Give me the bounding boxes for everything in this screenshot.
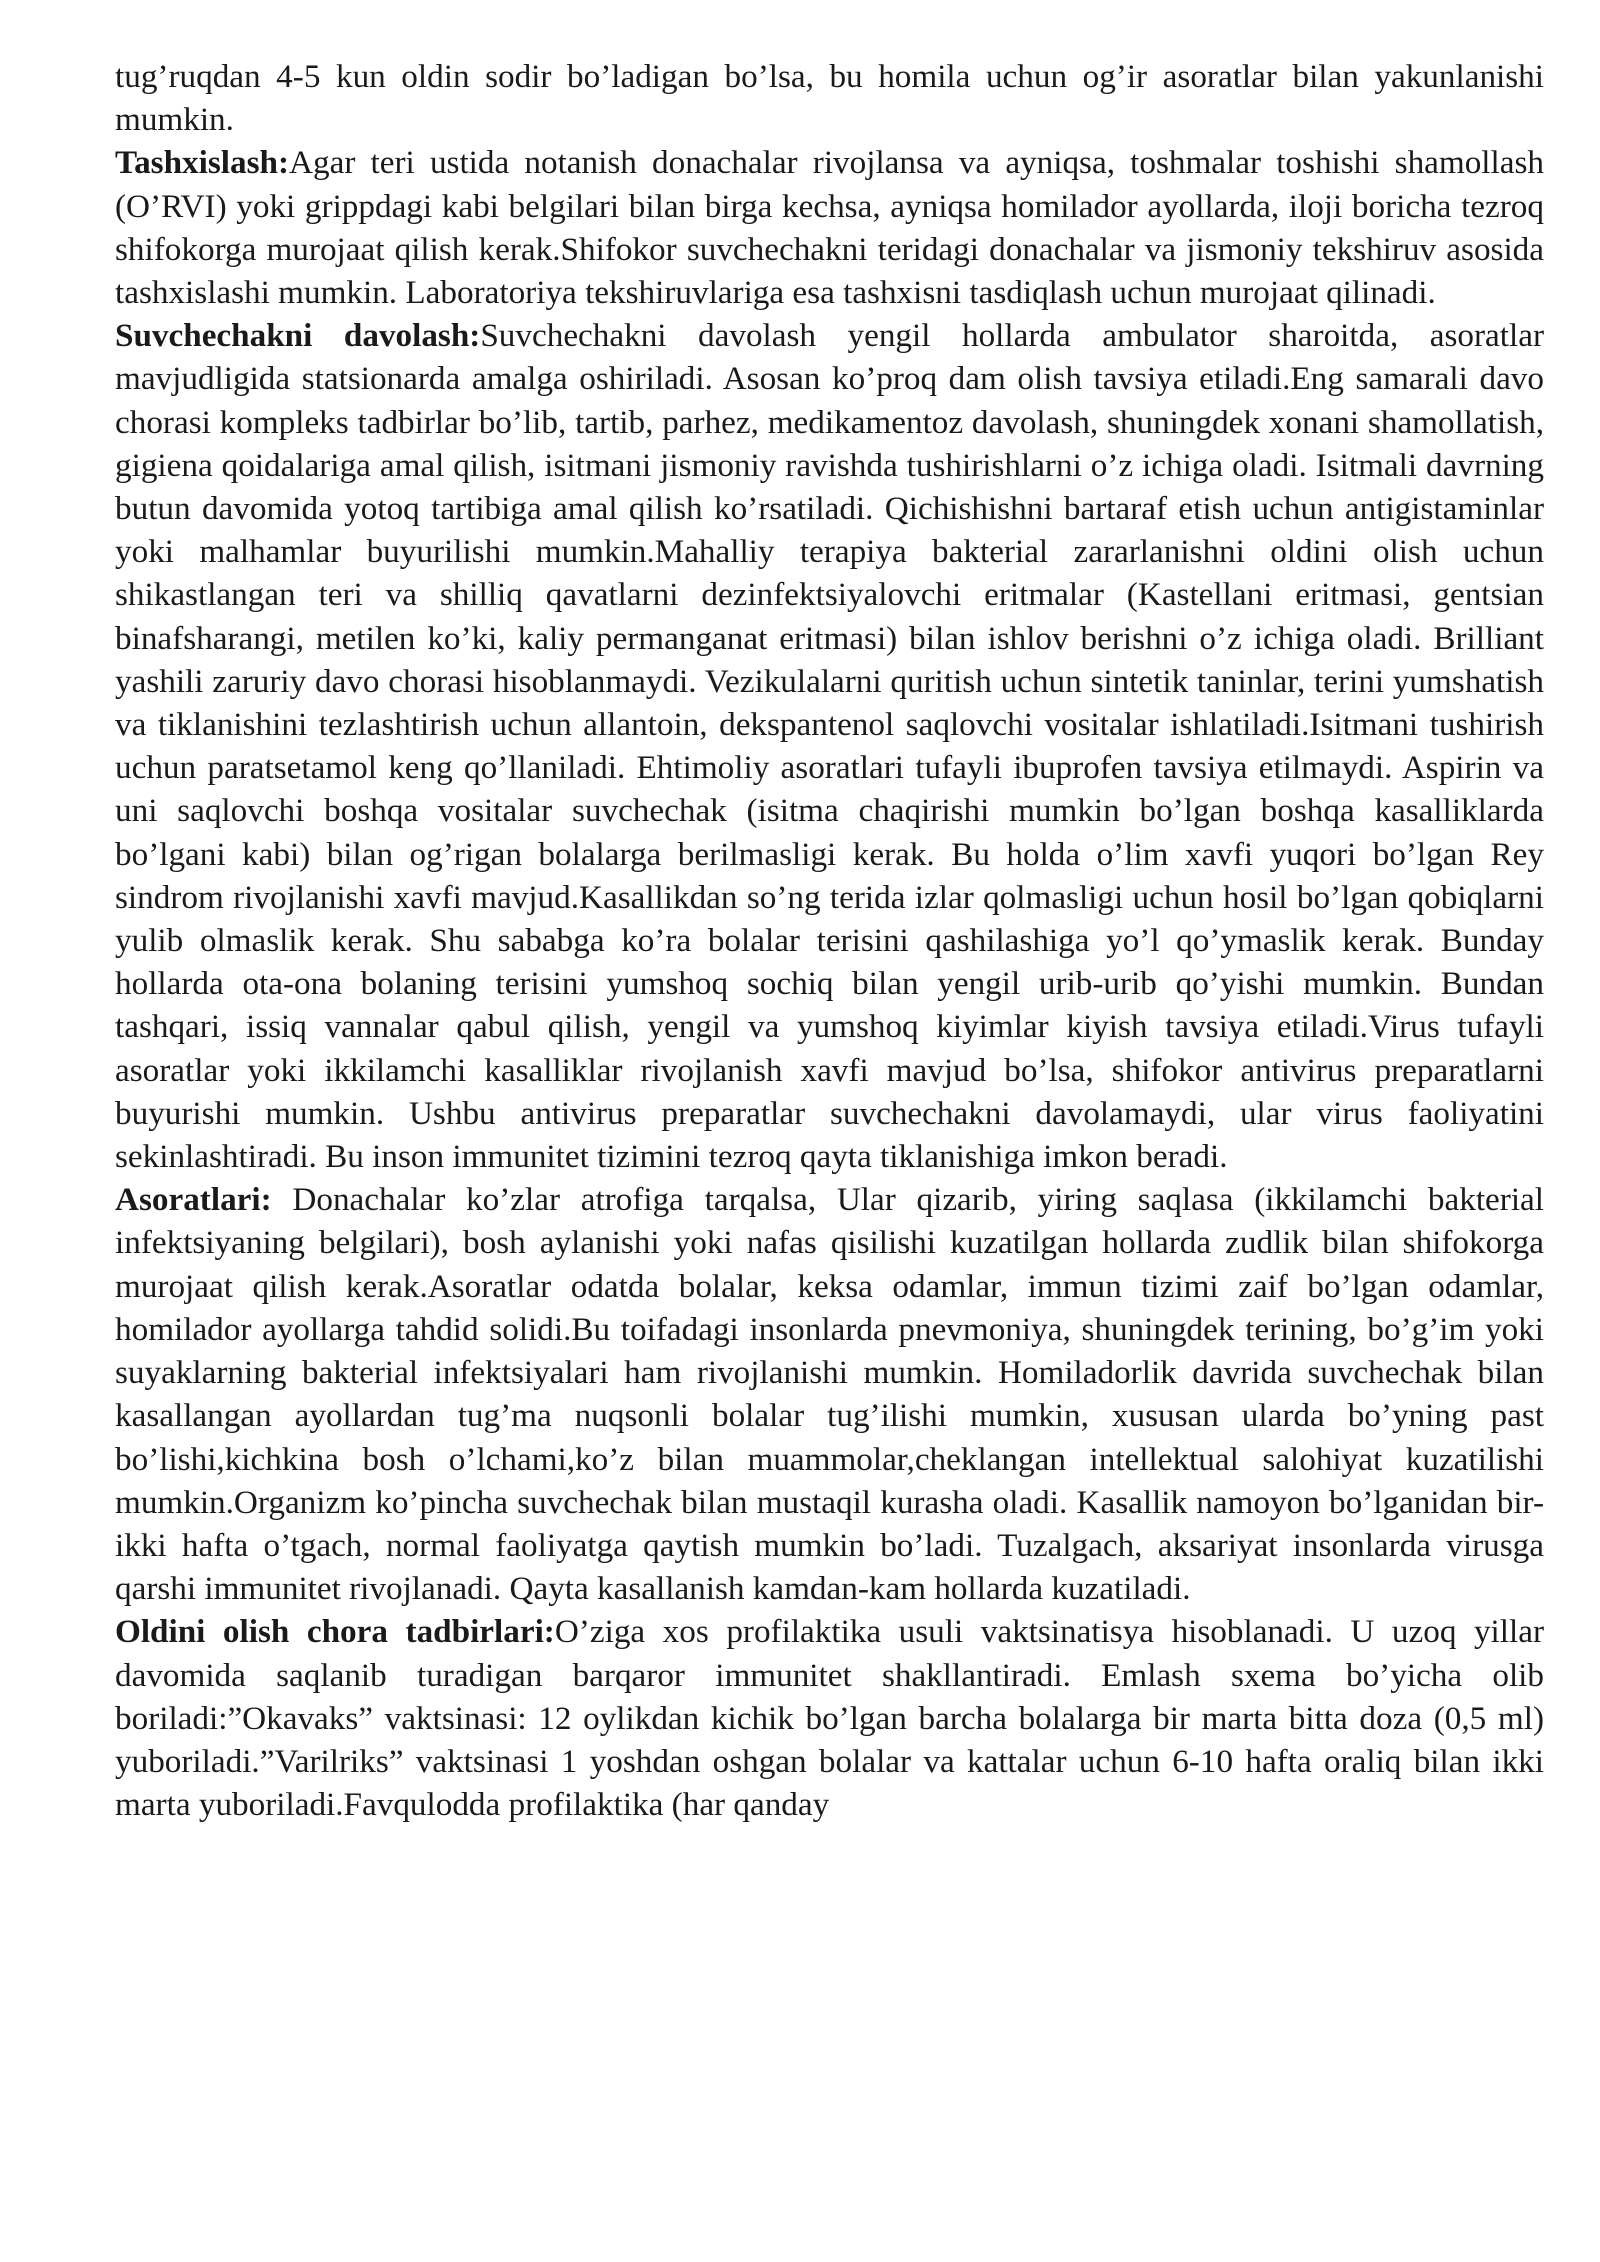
paragraph-prevention [115, 1610, 1544, 1826]
paragraph-text: O’ziga xos profilaktika usuli vaktsinatisya hisoblanadi. U uzoq yillar davomida saqlanib turadigan barqaror immunitet shakllantiradi. Emlash sxema bo’yicha olib boriladi:”Okavaks” vaktsinasi: 12 oylikdan kichik bo’lgan barcha bolalarga bir marta bitta doza (0,5 ml) yuboriladi.”Varilriks” vaktsinasi 1 yoshdan oshgan bolalar va kattalar uchun 6-10 hafta oraliq bilan ikki marta yuboriladi.Favqulodda profilaktika (har qanday [115, 1613, 1544, 1824]
paragraph-heading: Tashxislash: [115, 144, 290, 182]
paragraph-diagnosis [115, 141, 1544, 314]
paragraph-text: tug’ruqdan 4-5 kun oldin sodir bo’ladigan bo’lsa, bu homila uchun og’ir asoratlar bilan yakunlanishi mumkin. [115, 58, 1544, 139]
paragraph-complications [115, 1178, 1544, 1610]
paragraph-heading: Oldini olish chora tadbirlari: [115, 1613, 555, 1651]
paragraph-treatment [115, 314, 1544, 1178]
paragraph-text: Donachalar ko’zlar atrofiga tarqalsa, Ular qizarib, yiring saqlasa (ikkilamchi bakterial infektsiyaning belgilari), bosh aylanishi yoki nafas qisilishi kuzatilgan hollarda zudlik bilan shifokorga murojaat qilish kerak.Asoratlar odatda bolalar, keksa odamlar, immun tizimi zaif bo’lgan odamlar, homilador ayollarga tahdid solidi.Bu toifadagi insonlarda pnevmoniya, shuningdek terining, bo’g’im yoki suyaklarning bakterial infektsiyalari ham rivojlanishi mumkin. Homiladorlik davrida suvchechak bilan kasallangan ayollardan tug’ma nuqsonli bolalar tug’ilishi mumkin, xususan ularda bo’yning past bo’lishi,kichkina bosh o’lchami,ko’z bilan muammolar,cheklangan intellektual salohiyat kuzatilishi mumkin.Organizm ko’pincha suvchechak bilan mustaqil kurasha oladi. Kasallik namoyon bo’lganidan bir-ikki hafta o’tgach, normal faoliyatga qaytish mumkin bo’ladi. Tuzalgach, aksariyat insonlarda virusga qarshi immunitet rivojlanadi. Qayta kasallanish kamdan-kam hollarda kuzatiladi. [115, 1181, 1544, 1608]
paragraph-text: Agar teri ustida notanish donachalar rivojlansa va ayniqsa, toshmalar toshishi shamollash (O’RVI) yoki grippdagi kabi belgilari bilan birga kechsa, ayniqsa homilador ayollarda, iloji boricha tezroq shifokorga murojaat qilish kerak.Shifokor suvchechakni teridagi donachalar va jismoniy tekshiruv asosida tashxislashi mumkin. Laboratoriya tekshiruvlariga esa tashxisni tasdiqlash uchun murojaat qilinadi. [115, 144, 1544, 312]
paragraph-intro [115, 55, 1544, 141]
paragraph-text: Suvchechakni davolash yengil hollarda ambulator sharoitda, asoratlar mavjudligida statsionarda amalga oshiriladi. Asosan ko’proq dam olish tavsiya etiladi.Eng samarali davo chorasi kompleks tadbirlar bo’lib, tartib, parhez, medikamentoz davolash, shuningdek xonani shamollatish, gigiena qoidalariga amal qilish, isitmani jismoniy ravishda tushirishlarni o’z ichiga oladi. Isitmali davrning butun davomida yotoq tartibiga amal qilish ko’rsatiladi. Qichishishni bartaraf etish uchun antigistaminlar yoki malhamlar buyurilishi mumkin.Mahalliy terapiya bakterial zararlanishni oldini olish uchun shikastlangan teri va shilliq qavatlarni dezinfektsiyalovchi eritmalar (Kastellani eritmasi, gentsian binafsharangi, metilen ko’ki, kaliy permanganat eritmasi) bilan ishlov berishni o’z ichiga oladi. Brilliant yashili zaruriy davo chorasi hisoblanmaydi. Vezikulalarni quritish uchun sintetik taninlar, terini yumshatish va tiklanishini tezlashtirish uchun allantoin, dekspantenol saqlovchi vositalar ishlatiladi.Isitmani tushirish uchun paratsetamol keng qo’llaniladi. Ehtimoliy asoratlari tufayli ibuprofen tavsiya etilmaydi. Aspirin va uni saqlovchi boshqa vositalar suvchechak (isitma chaqirishi mumkin bo’lgan boshqa kasalliklarda bo’lgani kabi) bilan og’rigan bolalarga berilmasligi kerak. Bu holda o’lim xavfi yuqori bo’lgan Rey sindrom rivojlanishi xavfi mavjud.Kasallikdan so’ng terida izlar qolmasligi uchun hosil bo’lgan qobiqlarni yulib olmaslik kerak. Shu sababga ko’ra bolalar terisini qashilashiga yo’l qo’ymaslik kerak. Bunday hollarda ota-ona bolaning terisini yumshoq sochiq bilan yengil urib-urib qo’yishi mumkin. Bundan tashqari, issiq vannalar qabul qilish, yengil va yumshoq kiyimlar kiyish tavsiya etiladi.Virus tufayli asoratlar yoki ikkilamchi kasalliklar rivojlanish xavfi mavjud bo’lsa, shifokor antivirus preparatlarni buyurishi mumkin. Ushbu antivirus preparatlar suvchechakni davolamaydi, ular virus faoliyatini sekinlashtiradi. Bu inson immunitet tizimini tezroq qayta tiklanishiga imkon beradi. [115, 317, 1544, 1176]
paragraph-heading: Asoratlari: [115, 1181, 272, 1219]
paragraph-heading: Suvchechakni davolash: [115, 317, 481, 355]
document-page [115, 55, 1544, 1826]
